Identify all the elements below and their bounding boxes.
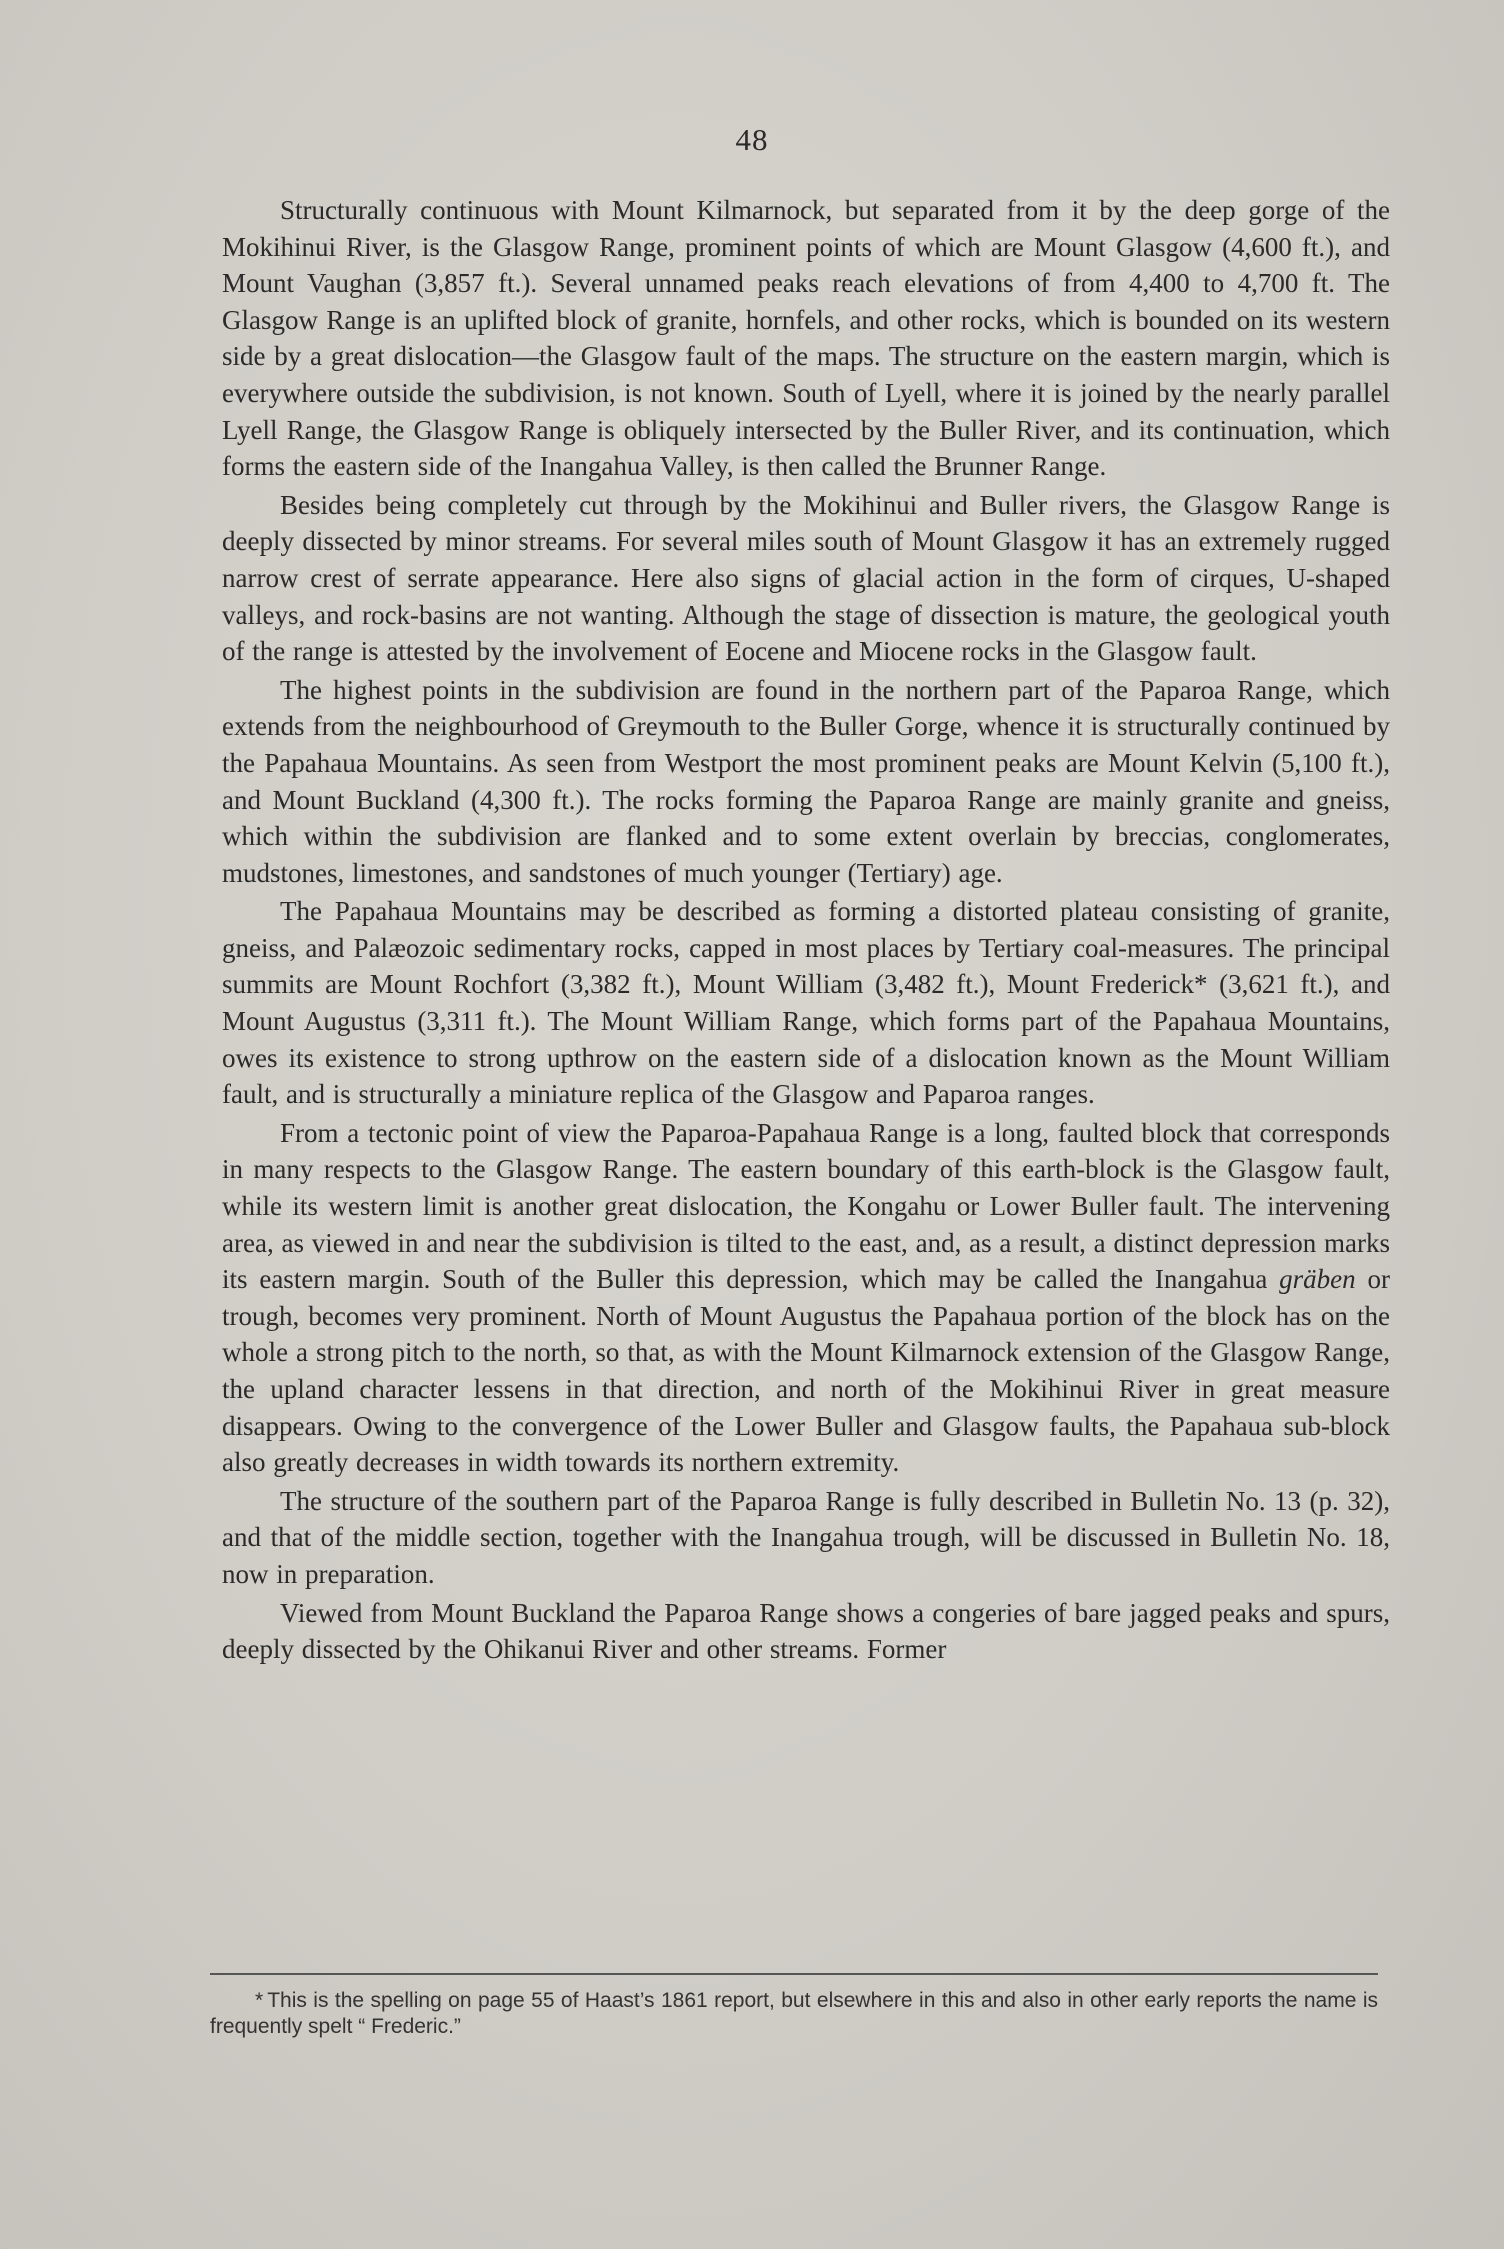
footnote [210, 1988, 1378, 2040]
body-text [222, 192, 1390, 1668]
paragraph-mount-buckland [222, 1595, 1390, 1668]
paragraph-text: From a tectonic point of view the Paparoa-Papahaua Range is a long, faulted block that corresponds in many respects to the Glasgow Range. The eastern boundary of this earth-block is the Glasgow fault, while its western limit is another great dislocation, the Kongahu or Lower Buller fault. The intervening area, as viewed in and near the subdivision is tilted to the east, and, as a result, a distinct depression marks its eastern margin. South of the Buller this depression, which may be called the Inangahua [222, 1117, 1390, 1295]
paragraph-text: Viewed from Mount Buckland the Paparoa Range shows a congeries of bare jagged peaks and spurs, deeply dissected by the Ohikanui River and other streams. Former [222, 1597, 1390, 1665]
paragraph-glasgow-range [222, 192, 1390, 485]
paragraph-text: The highest points in the subdivision are found in the northern part of the Paparoa Range, which extends from the neighbourhood of Greymouth to the Buller Gorge, whence it is structurally continued by the Papahaua Mountains. As seen from Westport the most prominent peaks are Mount Kelvin (5,100 ft.), and Mount Buckland (4,300 ft.). The rocks forming the Paparoa Range are mainly granite and gneiss, which within the subdivision are flanked and to some extent overlain by breccias, conglomerates, mudstones, limestones, and sandstones of much younger (Tertiary) age. [222, 674, 1390, 888]
footnote-text: This is the spelling on page 55 of Haast’s 1861 report, but elsewhere in this and also in other early reports the name is frequently spelt “ Frederic.” [210, 1989, 1378, 2038]
paragraph-text: The Papahaua Mountains may be described as forming a distorted plateau consisting of granite, gneiss, and Palæozoic sedimentary rocks, capped in most places by Tertiary coal-measures. The principal summits are Mount Rochfort (3,382 ft.), Mount William (3,482 ft.), Mount Frederick* (3,621 ft.), and Mount Augustus (3,311 ft.). The Mount William Range, which forms part of the Papahaua Mountains, owes its existence to strong upthrow on the eastern side of a dislocation known as the Mount William fault, and is structurally a miniature replica of the Glasgow and Paparoa ranges. [222, 896, 1390, 1110]
paragraph-bulletins [222, 1483, 1390, 1593]
page-number: 48 [735, 122, 769, 157]
paragraph-tectonic-view [222, 1115, 1390, 1481]
paragraph-paparoa-range [222, 672, 1390, 892]
footnote-divider [210, 1973, 1378, 1975]
paragraph-papahaua-mountains [222, 893, 1390, 1113]
paragraph-text: Structurally continuous with Mount Kilmarnock, but separated from it by the deep gorge of the Mokihinui River, is the Glasgow Range, prominent points of which are Mount Glasgow (4,600 ft.), and Mount Vaughan (3,857 ft.). Several unnamed peaks reach elevations of from 4,400 to 4,700 ft. The Glasgow Range is an uplifted block of granite, hornfels, and other rocks, which is bounded on its western side by a great dislocation—the Glasgow fault of the maps. The structure on the eastern margin, which is everywhere outside the subdivision, is not known. South of Lyell, where it is joined by the nearly parallel Lyell Range, the Glasgow Range is obliquely intersected by the Buller River, and its continuation, which forms the eastern side of the Inangahua Valley, is then called the Brunner Range. [222, 195, 1390, 482]
footnote-marker: * [255, 1989, 264, 2012]
paragraph-dissection [222, 487, 1390, 670]
italic-term: gräben [1279, 1264, 1356, 1295]
paragraph-text: Besides being completely cut through by the Mokihinui and Buller rivers, the Glasgow Range is deeply dissected by minor streams. For several miles south of Mount Glasgow it has an extremely rugged narrow crest of serrate appearance. Here also signs of glacial action in the form of cirques, U-shaped valleys, and rock-basins are not wanting. Although the stage of dissection is mature, the geological youth of the range is attested by the involvement of Eocene and Miocene rocks in the Glasgow fault. [222, 489, 1390, 667]
paragraph-text: The structure of the southern part of the Paparoa Range is fully described in Bulletin No. 13 (p. 32), and that of the middle section, together with the Inangahua trough, will be discussed in Bulletin No. 18, now in preparation. [222, 1485, 1390, 1589]
paragraph-text: or trough, becomes very prominent. North of Mount Augustus the Papahaua portion of the block has on the whole a strong pitch to the north, so that, as with the Mount Kilmarnock extension of the Glasgow Range, the upland character lessens in that direction, and north of the Mokihinui River in great measure disappears. Owing to the convergence of the Lower Buller and Glasgow faults, the Papahaua sub-block also greatly decreases in width towards its northern extremity. [222, 1264, 1390, 1478]
